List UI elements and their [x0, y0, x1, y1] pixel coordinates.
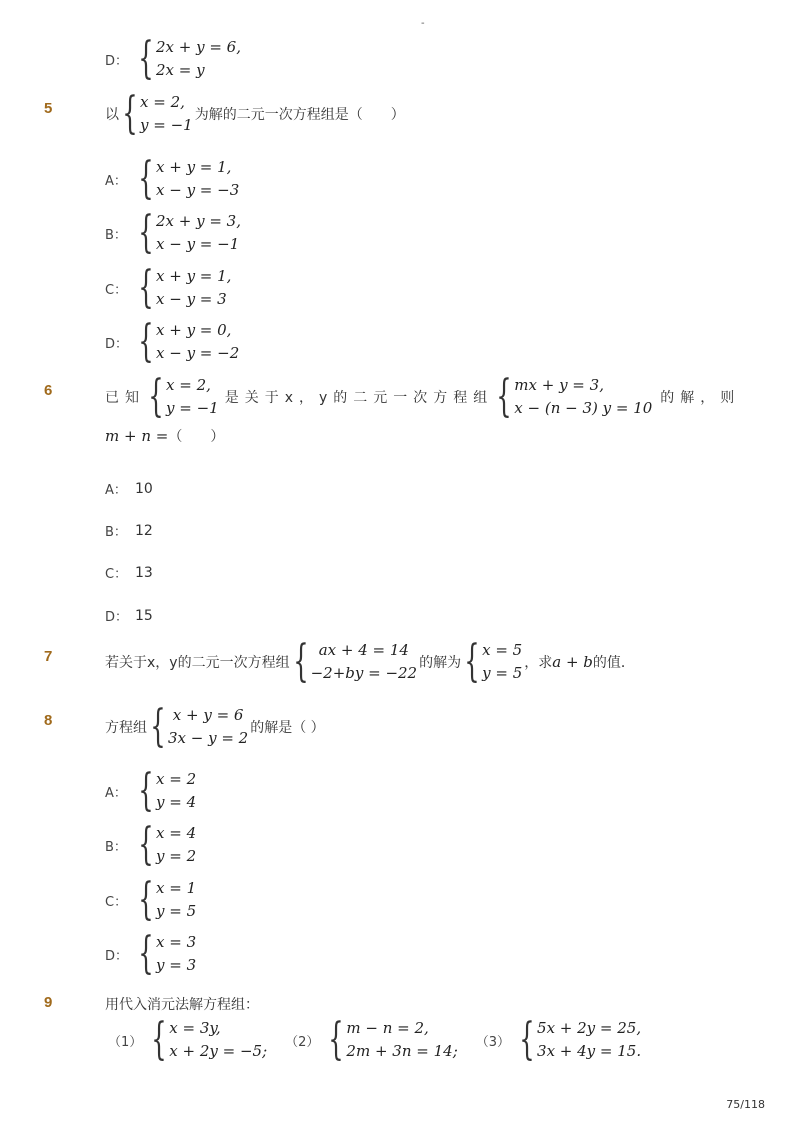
q9-part-2: （2） { m − n = 2, 2m + 3n = 14; — [285, 1014, 458, 1065]
brace-icon: { — [151, 1014, 167, 1065]
brace-icon: { — [138, 928, 154, 979]
q5-option-d[interactable]: D： { x + y = 0, x − y = −2 — [105, 316, 240, 367]
brace-icon: { — [138, 819, 154, 870]
equation-system: { 2x + y = 6, 2x = y — [138, 33, 241, 84]
question-number-9: 9 — [44, 994, 53, 1011]
brace-icon: { — [138, 207, 154, 258]
q8-option-d[interactable]: D： { x = 3 y = 3 — [105, 928, 197, 979]
question-number-6: 6 — [44, 382, 53, 399]
question-6-stem: 已知 { x = 2, y = −1 是关于x，y的二元一次方程组 { mx + y = 3, x − (n − 3) y = 10 的解，则 — [105, 371, 741, 422]
page-number: 75/118 — [726, 1098, 765, 1111]
q5-option-c[interactable]: C： { x + y = 1, x − y = 3 — [105, 262, 232, 313]
brace-icon: { — [138, 765, 154, 816]
question-5-stem: 以 { x = 2, y = −1 为解的二元一次方程组是（ ） — [105, 88, 405, 139]
question-number-5: 5 — [44, 100, 53, 117]
question-6-line2: m + n = （ ） — [105, 427, 225, 445]
q4-option-d[interactable] — [105, 33, 243, 84]
q8-option-a[interactable]: A： { x = 2 y = 4 — [105, 765, 197, 816]
brace-icon: { — [496, 371, 512, 422]
brace-icon: { — [138, 316, 154, 367]
brace-icon: { — [328, 1014, 345, 1065]
q6-option-c[interactable]: C： 13 — [105, 564, 153, 582]
question-number-8: 8 — [44, 712, 53, 729]
q5-option-a[interactable]: A： { x + y = 1, x − y = −3 — [105, 153, 240, 204]
brace-icon: { — [292, 636, 309, 687]
q8-option-c[interactable]: C： { x = 1 y = 5 — [105, 874, 197, 925]
q8-option-b[interactable]: B： { x = 4 y = 2 — [105, 819, 197, 870]
q5-option-b[interactable]: B： { 2x + y = 3, x − y = −1 — [105, 207, 241, 258]
top-mark: - — [421, 18, 425, 29]
brace-icon: { — [138, 874, 154, 925]
question-9-title: 用代入消元法解方程组： — [105, 997, 259, 1013]
solution-system: { x = 2, y = −1 — [122, 88, 193, 139]
option-label: D： — [105, 53, 129, 69]
q6-option-d[interactable]: D： 15 — [105, 607, 153, 625]
question-7-stem: 若关于x，y的二元一次方程组 { ax + 4 = 14 −2+by = −22 的解为 { x = 5 y = 5 ，求 a + b 的值． — [105, 636, 635, 687]
q9-part-3: （3） { 5x + 2y = 25, 3x + 4y = 15. — [475, 1014, 642, 1065]
question-number-7: 7 — [44, 648, 53, 665]
brace-icon: { — [150, 701, 166, 752]
brace-icon: { — [519, 1014, 535, 1065]
question-8-stem: 方程组 { x + y = 6 3x − y = 2 的解是（ ） — [105, 701, 325, 752]
brace-icon: { — [138, 33, 154, 84]
brace-icon: { — [464, 636, 480, 687]
question-9-parts — [108, 1014, 659, 1065]
brace-icon: { — [138, 262, 154, 313]
brace-icon: { — [148, 371, 164, 422]
brace-icon: { — [122, 88, 138, 139]
q6-option-b[interactable]: B： 12 — [105, 522, 153, 540]
brace-icon: { — [138, 153, 154, 204]
q9-part-1: （1） { x = 3y, x + 2y = −5; — [108, 1014, 268, 1065]
q6-option-a[interactable]: A： 10 — [105, 480, 153, 498]
